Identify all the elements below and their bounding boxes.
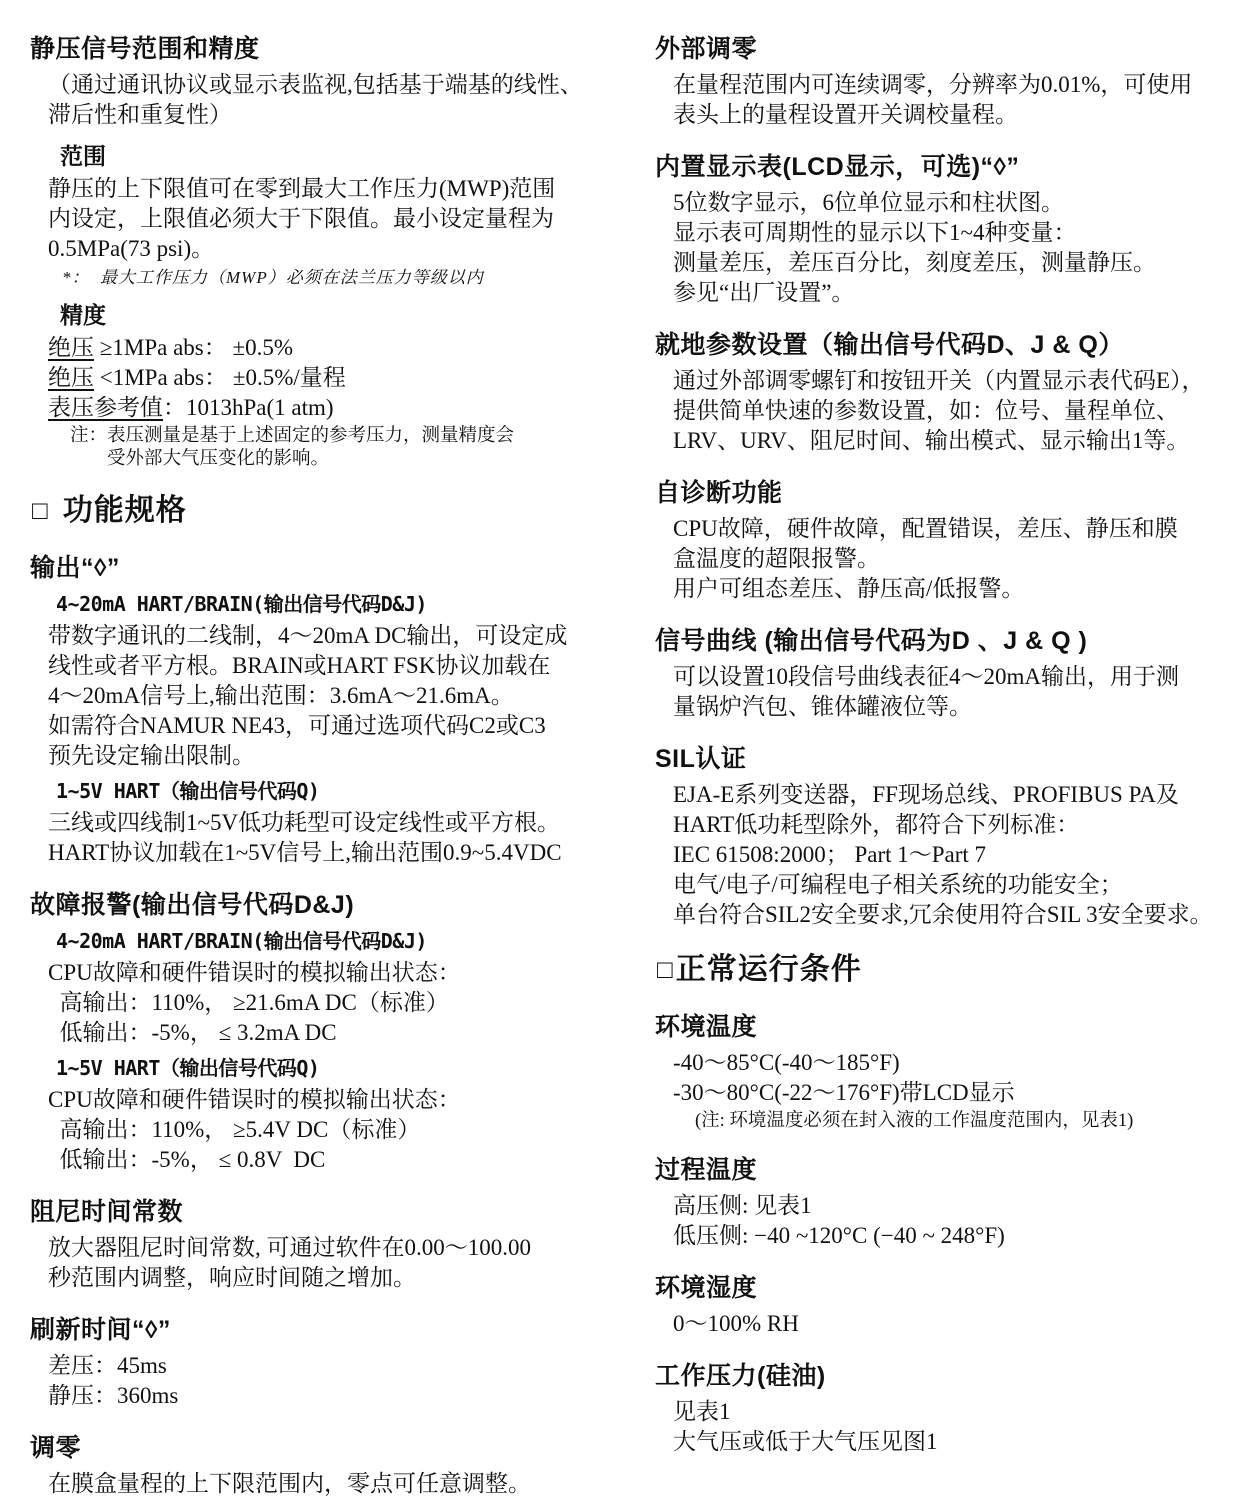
body-line: 0～100% RH	[673, 1311, 799, 1336]
body-line: 线性或者平方根。BRAIN或HART FSK协议加载在	[48, 653, 551, 678]
body-line: 参见“出厂设置”。	[673, 280, 855, 305]
body-paragraph	[673, 780, 1250, 930]
note-paragraph	[695, 1110, 1250, 1133]
spec-heading: 信号曲线 (输出信号代码为D 、J & Q )	[655, 627, 1088, 655]
body-line: -30～80°C(-22～176°F)带LCD显示	[673, 1080, 1015, 1105]
note-line: *： 最大工作压力（MWP）必须在法兰压力等级以内	[62, 268, 484, 287]
body-paragraph	[673, 1048, 1250, 1108]
spec-heading: 静压信号范围和精度	[30, 35, 260, 63]
section-heading	[657, 950, 1250, 990]
tech-heading: 1~5V HART（输出信号代码Q)	[56, 1056, 320, 1080]
body-line: 5位数字显示，6位单位显示和柱状图。	[673, 190, 1064, 215]
body-paragraph	[673, 70, 1250, 130]
body-line: 秒范围内调整，响应时间随之增加。	[48, 1265, 416, 1290]
note-line: 受外部大气压变化的影响。	[70, 449, 330, 469]
body-line: CPU故障，硬件故障，配置错误，差压、静压和膜	[673, 516, 1178, 541]
body-line: 提供简单快速的参数设置，如：位号、量程单位、	[673, 398, 1179, 423]
body-line: 内设定，上限值必须大于下限值。最小设定量程为	[48, 206, 554, 231]
body-paragraph	[673, 1309, 1250, 1339]
body-paragraph	[48, 1351, 625, 1411]
spec-heading: 工作压力(硅油)	[655, 1362, 826, 1390]
body-line: 静压的上下限值可在零到最大工作压力(MWP)范围	[48, 176, 556, 201]
body-paragraph	[48, 333, 625, 423]
spec-heading: 环境温度	[655, 1013, 758, 1041]
column-right	[655, 12, 1250, 1499]
text-segment: ：1013hPa(1 atm)	[163, 395, 334, 420]
note-line: 注：表压测量是基于上述固定的参考压力，测量精度会	[70, 426, 515, 446]
body-line: 差压：45ms	[48, 1353, 167, 1378]
body-paragraph	[673, 514, 1250, 604]
sub-heading: 精度	[60, 302, 106, 328]
sub-heading: 范围	[60, 143, 106, 169]
spec-heading: 故障报警(输出信号代码D&J)	[30, 891, 355, 919]
tech-heading: 1~5V HART（输出信号代码Q)	[56, 779, 320, 803]
body-paragraph	[48, 958, 625, 1048]
spec-heading: 外部调零	[655, 35, 758, 63]
body-line: IEC 61508:2000； Part 1～Part 7	[673, 842, 987, 867]
body-line: 显示表可周期性的显示以下1~4种变量：	[673, 220, 1077, 245]
section-square-icon: □	[32, 495, 49, 525]
spec-heading: 环境湿度	[655, 1274, 758, 1302]
body-line: 高输出：110%， ≥5.4V DC（标准）	[48, 1117, 421, 1142]
note-line: (注: 环境温度必须在封入液的工作温度范围内，见表1)	[695, 1111, 1134, 1131]
body-paragraph	[673, 1191, 1250, 1251]
column-left	[30, 12, 625, 1499]
spec-heading: 就地参数设置（输出信号代码D、J & Q）	[655, 331, 1124, 359]
body-line: 在量程范围内可连续调零，分辨率为0.01%，可使用	[673, 72, 1193, 97]
spec-heading: 输出“◊”	[30, 554, 120, 582]
spec-heading: 过程温度	[655, 1156, 758, 1184]
spec-heading: 调零	[30, 1434, 82, 1462]
spec-heading: 内置显示表(LCD显示，可选)“◊”	[655, 153, 1020, 181]
body-paragraph	[673, 188, 1250, 308]
body-line: -40～85°C(-40～185°F)	[673, 1050, 900, 1075]
section-heading-text: 正常运行条件	[675, 953, 862, 986]
body-line: CPU故障和硬件错误时的模拟输出状态：	[48, 1087, 461, 1112]
section-heading-text: 功能规格	[62, 494, 187, 527]
body-line: HART协议加载在1~5V信号上,输出范围0.9~5.4VDC	[48, 840, 562, 865]
body-line: 预先设定输出限制。	[48, 743, 255, 768]
tech-heading: 4~20mA HART/BRAIN(输出信号代码D&J)	[56, 929, 427, 953]
body-paragraph	[48, 1085, 625, 1175]
body-paragraph	[673, 366, 1250, 456]
body-line	[48, 333, 625, 363]
body-line: 单台符合SIL2安全要求,冗余使用符合SIL 3安全要求。	[673, 902, 1213, 927]
spec-heading: SIL认证	[655, 745, 747, 773]
body-paragraph	[48, 174, 625, 264]
body-line: 4～20mA信号上,输出范围：3.6mA～21.6mA。	[48, 683, 514, 708]
body-line: 电气/电子/可编程电子相关系统的功能安全；	[673, 872, 1123, 897]
body-line: 放大器阻尼时间常数, 可通过软件在0.00～100.00	[48, 1235, 531, 1260]
tech-heading: 4~20mA HART/BRAIN(输出信号代码D&J)	[56, 592, 427, 616]
body-line: 见表1	[673, 1399, 731, 1424]
body-line: 用户可组态差压、静压高/低报警。	[673, 576, 1025, 601]
body-line: 通过外部调零螺钉和按钮开关（内置显示表代码E），	[673, 368, 1205, 393]
underlined-term: 绝压	[48, 335, 94, 360]
body-line: EJA-E系列变送器，FF现场总线、PROFIBUS PA及	[673, 782, 1179, 807]
body-line: （通过通讯协议或显示表监视,包括基于端基的线性、	[48, 72, 583, 97]
section-heading	[32, 491, 625, 531]
body-line: 表头上的量程设置开关调校量程。	[673, 102, 1018, 127]
text-segment: ≥1MPa abs： ±0.5%	[94, 335, 294, 360]
body-paragraph	[48, 1469, 625, 1499]
body-paragraph	[48, 70, 625, 130]
body-line: 低输出：-5%， ≤ 0.8V DC	[48, 1147, 326, 1172]
body-paragraph	[673, 662, 1250, 722]
section-square-icon: □	[657, 954, 674, 984]
body-line: 静压：360ms	[48, 1383, 179, 1408]
note-paragraph	[62, 267, 625, 289]
body-line: 大气压或低于大气压见图1	[673, 1429, 938, 1454]
body-line	[48, 363, 625, 393]
body-line: 可以设置10段信号曲线表征4～20mA输出，用于测	[673, 664, 1179, 689]
body-paragraph	[48, 1233, 625, 1293]
body-paragraph	[48, 808, 625, 868]
text-segment: <1MPa abs： ±0.5%/量程	[94, 365, 346, 390]
underlined-term: 表压参考值	[48, 395, 163, 420]
spec-heading: 阻尼时间常数	[30, 1198, 184, 1226]
spec-heading: 自诊断功能	[655, 479, 783, 507]
body-line: 滞后性和重复性）	[48, 102, 232, 127]
body-line: 高压侧: 见表1	[673, 1193, 812, 1218]
body-line: 盒温度的超限报警。	[673, 546, 880, 571]
body-line: 0.5MPa(73 psi)。	[48, 236, 215, 261]
body-paragraph	[48, 621, 625, 771]
body-line: HART低功耗型除外，都符合下列标准：	[673, 812, 1080, 837]
body-line: LRV、URV、阻尼时间、输出模式、显示输出1等。	[673, 428, 1190, 453]
body-line: 在膜盒量程的上下限范围内，零点可任意调整。	[48, 1471, 531, 1496]
body-line: 如需符合NAMUR NE43，可通过选项代码C2或C3	[48, 713, 546, 738]
body-line: 带数字通讯的二线制，4～20mA DC输出，可设定成	[48, 623, 568, 648]
body-line: 测量差压，差压百分比，刻度差压，测量静压。	[673, 250, 1156, 275]
body-line	[48, 393, 625, 423]
spec-heading: 刷新时间“◊”	[30, 1316, 171, 1344]
underlined-term: 绝压	[48, 365, 94, 390]
body-line: 高输出：110%， ≥21.6mA DC（标准）	[48, 990, 449, 1015]
body-line: 量锅炉汽包、锥体罐液位等。	[673, 694, 972, 719]
note-paragraph	[70, 425, 625, 471]
body-line: 三线或四线制1~5V低功耗型可设定线性或平方根。	[48, 810, 561, 835]
body-line: 低压侧: −40 ~120°C (−40 ~ 248°F)	[673, 1223, 1005, 1248]
body-line: CPU故障和硬件错误时的模拟输出状态：	[48, 960, 461, 985]
body-paragraph	[673, 1397, 1250, 1457]
body-line: 低输出：-5%， ≤ 3.2mA DC	[48, 1020, 337, 1045]
